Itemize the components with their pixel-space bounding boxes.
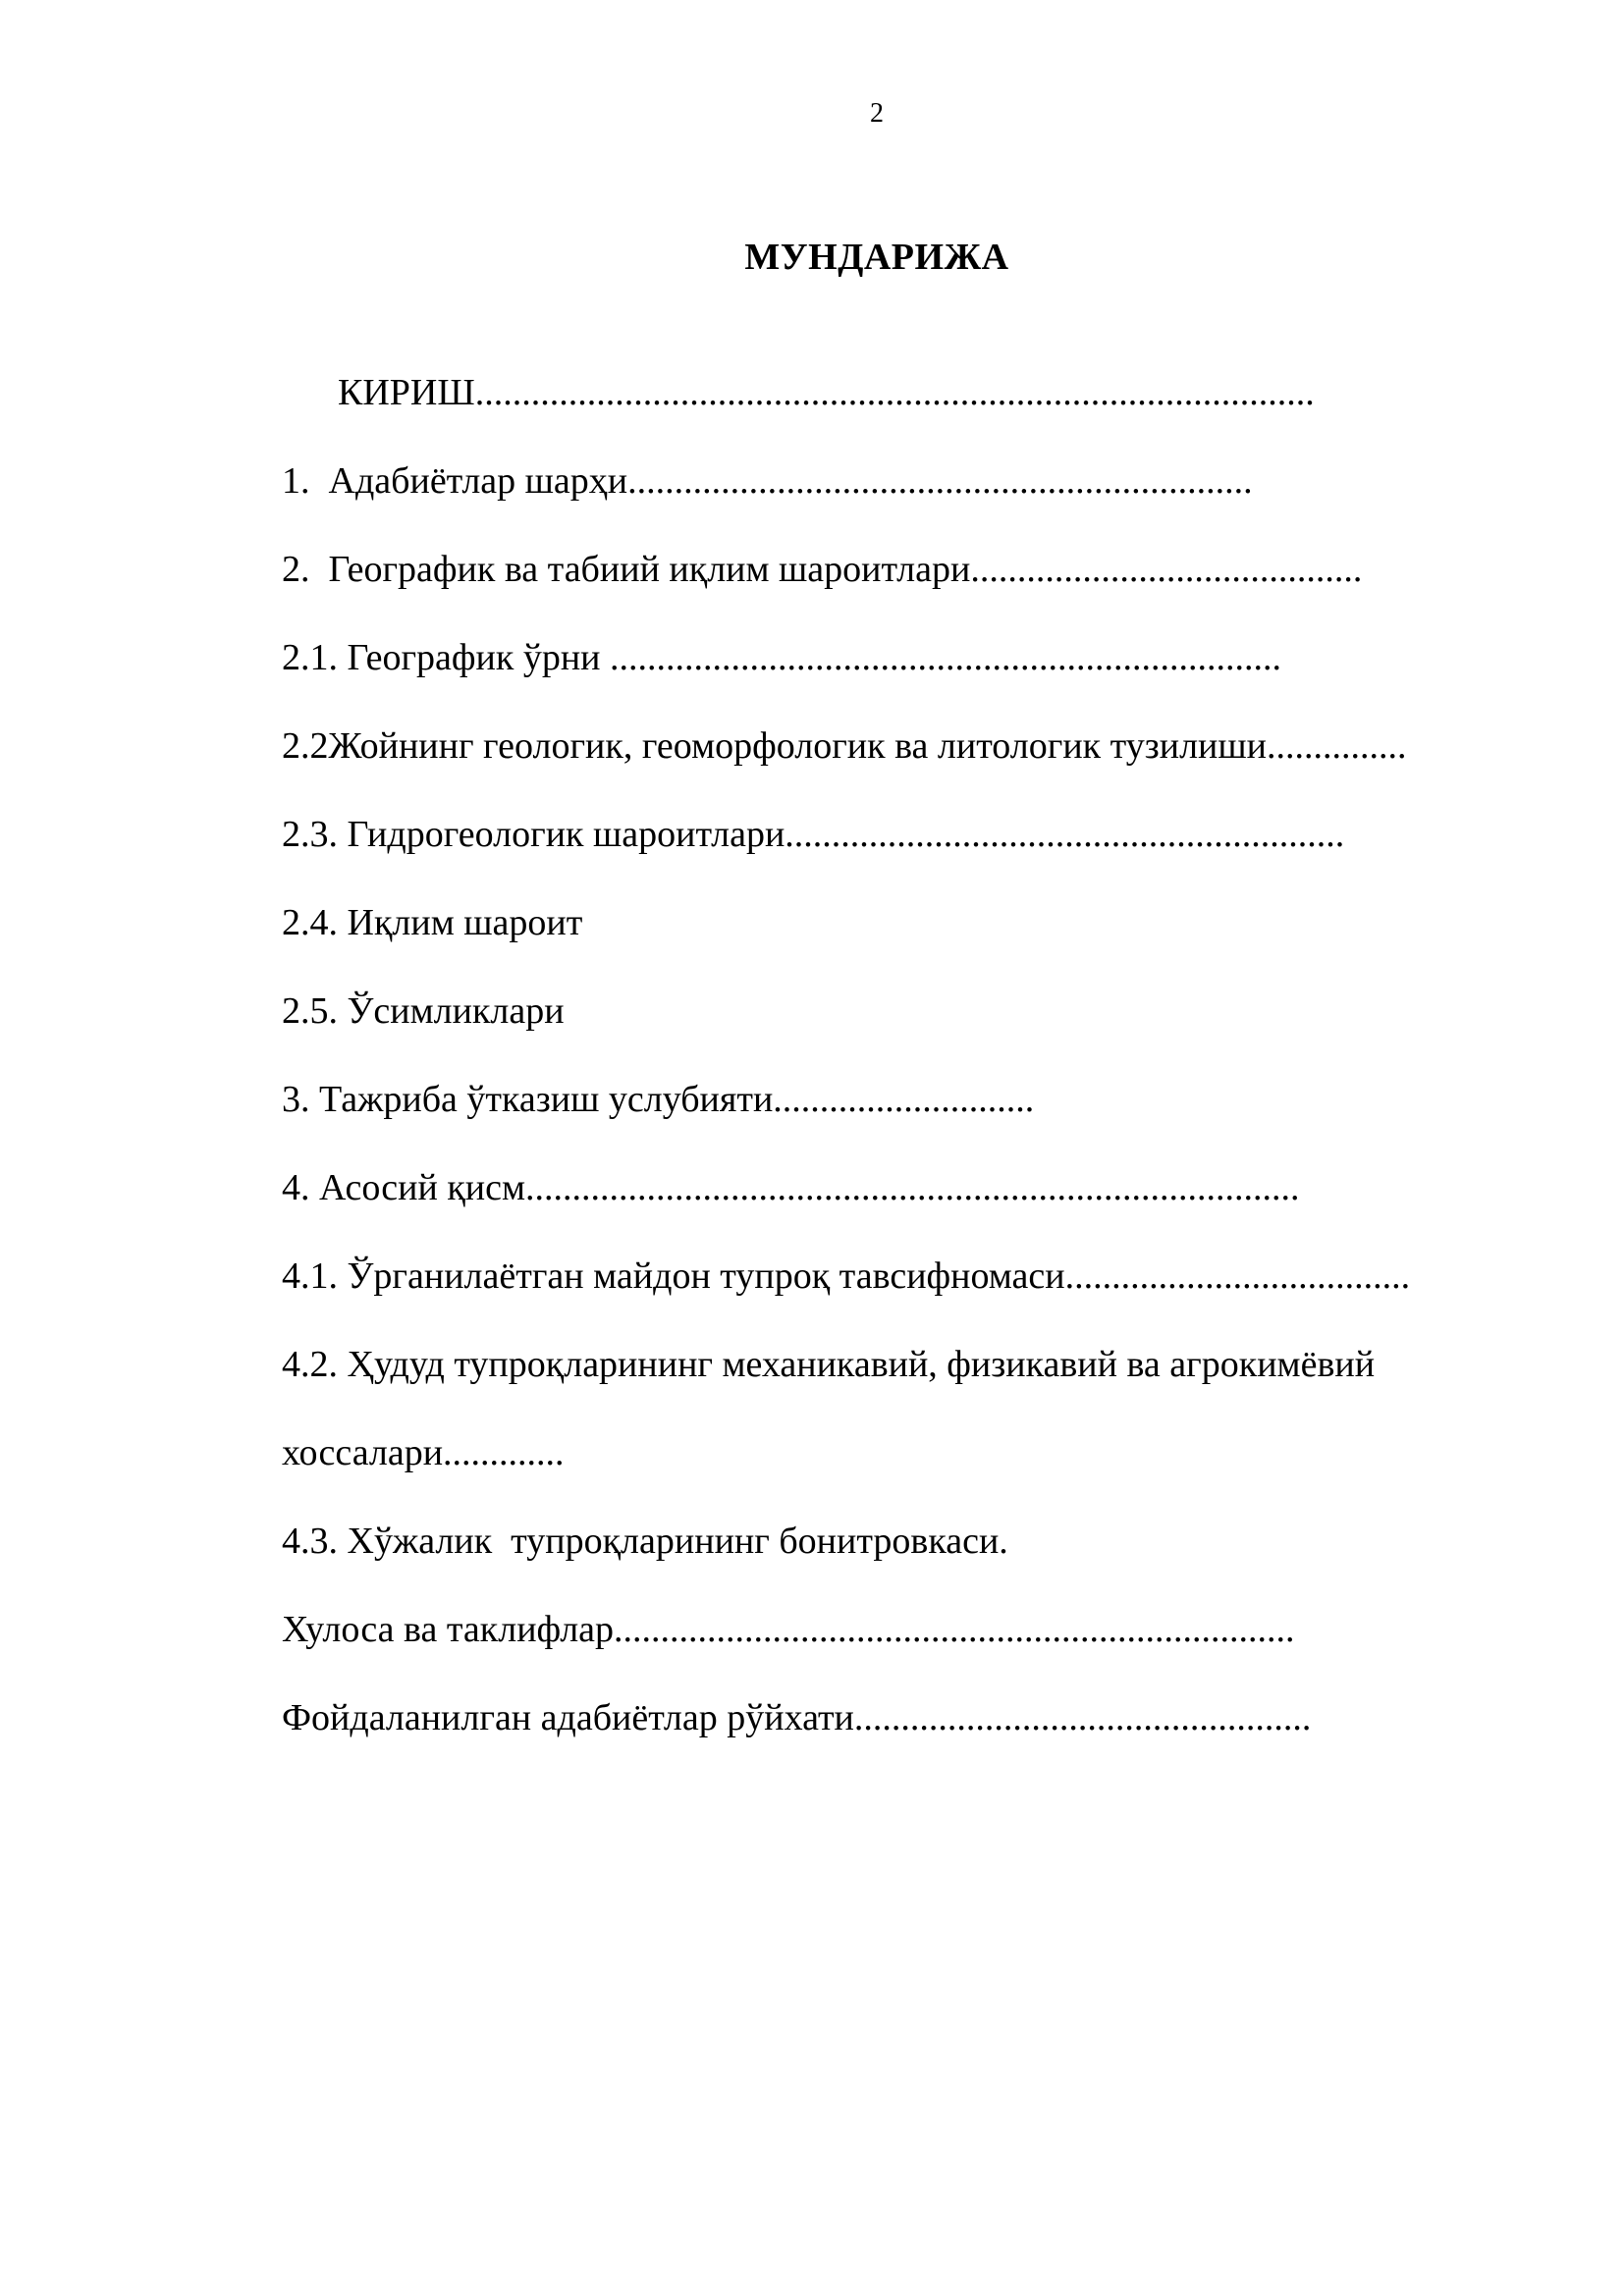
toc-item-geology: 2.2Жойнинг геологик, геоморфологик ва литологик тузилиши............... bbox=[282, 725, 1407, 767]
toc-item-soil-description: 4.1. Ўрганилаётган майдон тупроқ тавсифномаси..................................... bbox=[282, 1255, 1411, 1297]
table-of-contents bbox=[282, 368, 1578, 1782]
toc-item-literature-review: 1. Адабиётлар шарҳи................................................................... bbox=[282, 460, 1253, 502]
toc-item-soil-properties-continued: хоссалари............. bbox=[282, 1432, 565, 1473]
toc-item-geographic-conditions: 2. Географик ва табиий иқлим шароитлари.......................................... bbox=[282, 549, 1363, 590]
toc-item-main-part: 4. Асосий қисм................................................................................... bbox=[282, 1167, 1300, 1208]
toc-item-introduction: КИРИШ.......................................................................................... bbox=[338, 372, 1315, 413]
toc-item-references: Фойдаланилган адабиётлар рўйхати................................................. bbox=[282, 1697, 1312, 1738]
toc-item-methodology: 3. Тажриба ўтказиш услубияти............................ bbox=[282, 1079, 1035, 1120]
page-title: МУНДАРИЖА bbox=[744, 237, 1009, 278]
toc-item-bonitation: 4.3. Хўжалик тупроқларининг бонитровкаси. bbox=[282, 1521, 1008, 1562]
page-number: 2 bbox=[870, 98, 884, 129]
toc-item-soil-properties: 4.2. Ҳудуд тупроқларининг механикавий, физикавий ва агрокимёвий bbox=[282, 1344, 1376, 1385]
toc-item-conclusions: Хулоса ва таклифлар......................................................................... bbox=[282, 1609, 1295, 1650]
toc-item-vegetation: 2.5. Ўсимликлари bbox=[282, 990, 565, 1032]
toc-item-hydrogeology: 2.3. Гидрогеологик шароитлари............................................................ bbox=[282, 814, 1345, 855]
toc-item-geographic-location: 2.1. Географик ўрни ........................................................................ bbox=[282, 637, 1281, 678]
toc-item-climate: 2.4. Иқлим шароит bbox=[282, 902, 583, 943]
